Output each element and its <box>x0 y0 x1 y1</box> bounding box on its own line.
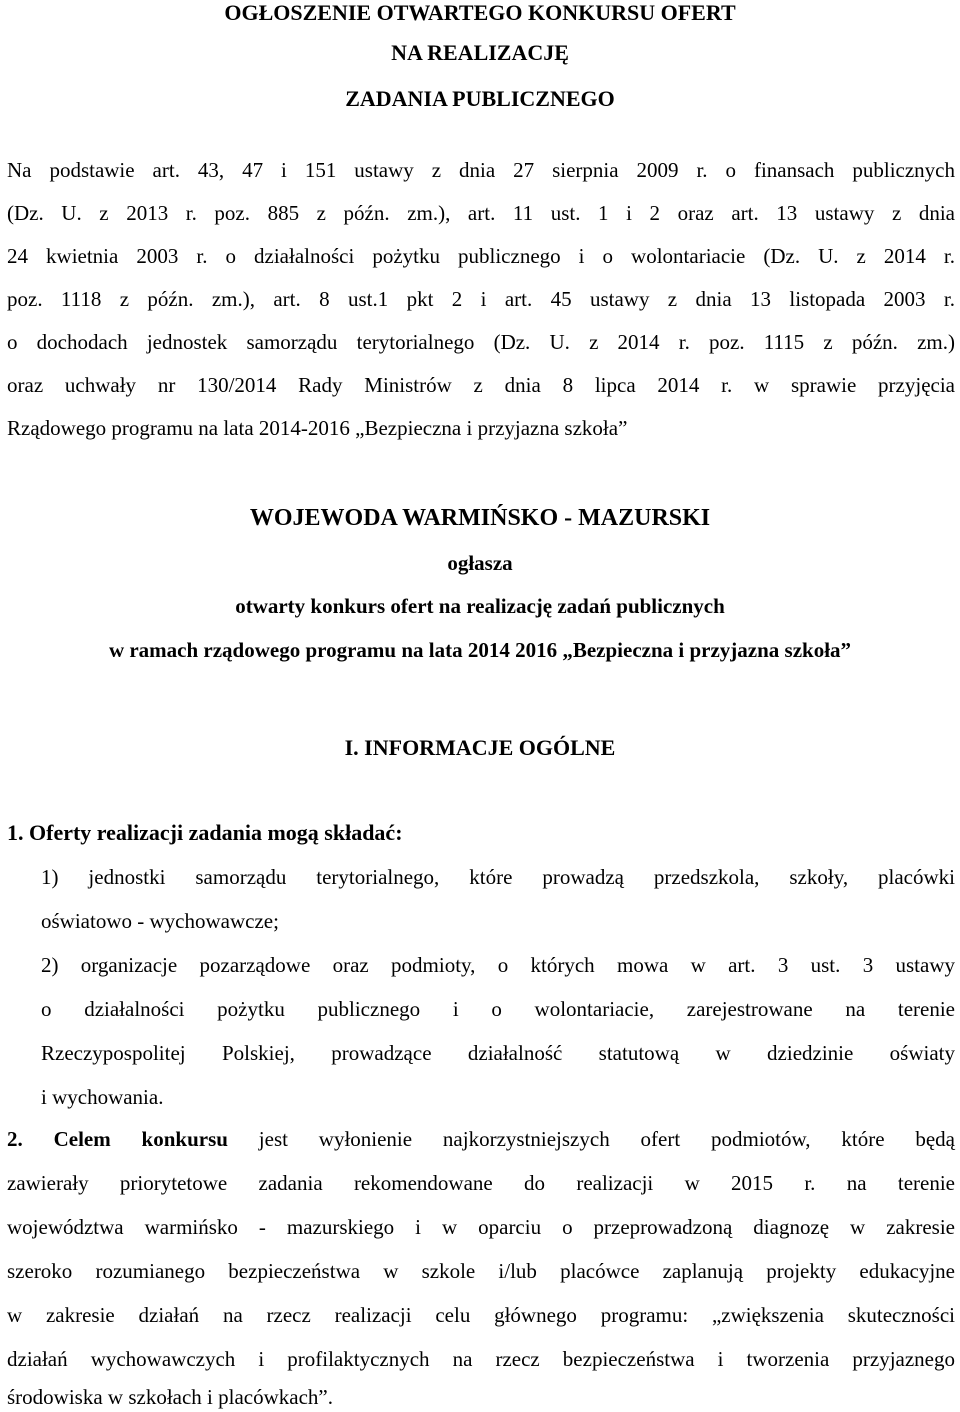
point2-label: Celem konkursu <box>53 1127 228 1151</box>
point2-line-2: zawierały priorytetowe zadania rekomendowane do realizacji w 2015 r. na terenie <box>7 1171 955 1195</box>
point1-item1-line-2: oświatowo - wychowawcze; <box>41 909 279 933</box>
subject-line-2: w ramach rządowego programu na lata 2014 2016 „Bezpieczna i przyjazna szkoła” <box>108 638 852 662</box>
point1-item1-line-1: 1) jednostki samorządu terytorialnego, które prowadzą przedszkola, szkoły, placówki <box>41 865 955 889</box>
point2-first-line-rest: jest wyłonienie najkorzystniejszych ofert podmiotów, które będą <box>227 1127 956 1151</box>
title-line-2: NA REALIZACJĘ <box>391 40 569 65</box>
legal-basis-line-7: Rządowego programu na lata 2014-2016 „Bezpieczna i przyjazna szkoła” <box>7 416 628 440</box>
announcer: WOJEWODA WARMIŃSKO - MAZURSKI <box>249 505 711 531</box>
point1-item2-line-2: o działalności pożytku publicznego i o wolontariacie, zarejestrowane na terenie <box>41 997 955 1021</box>
point1-item2-line-3: Rzeczypospolitej Polskiej, prowadzące działalność statutową w dziedzinie oświaty <box>41 1041 955 1065</box>
point1-item2-line-4: i wychowania. <box>41 1085 164 1109</box>
legal-basis-line-5: o dochodach jednostek samorządu terytorialnego (Dz. U. z 2014 r. poz. 1115 z późn. zm.) <box>7 330 955 354</box>
point2-number: 2. <box>7 1127 23 1151</box>
legal-basis-line-2: (Dz. U. z 2013 r. poz. 885 z późn. zm.), art. 11 ust. 1 i 2 oraz art. 13 ustawy z dnia <box>7 201 955 225</box>
section-heading: I. INFORMACJE OGÓLNE <box>344 735 616 760</box>
point2-line-1 <box>7 1126 955 1152</box>
legal-basis-line-4: poz. 1118 z późn. zm.), art. 8 ust.1 pkt 2 i art. 45 ustawy z dnia 13 listopada 2003 r. <box>7 287 955 311</box>
point1-heading: 1. Oferty realizacji zadania mogą składać: <box>7 820 403 845</box>
point2-line-6: działań wychowawczych i profilaktycznych na rzecz bezpieczeństwa i tworzenia przyjaznego <box>7 1347 955 1371</box>
point2-line-5: w zakresie działań na rzecz realizacji celu głównego programu: „zwiększenia skuteczności <box>7 1303 955 1327</box>
point2-line-7: środowiska w szkołach i placówkach”. <box>7 1385 333 1409</box>
legal-basis-line-3: 24 kwietnia 2003 r. o działalności pożytku publicznego i o wolontariacie (Dz. U. z 2014 r. <box>7 244 955 268</box>
point2-line-3: województwa warmińsko - mazurskiego i w oparciu o przeprowadzoną diagnozę w zakresie <box>7 1215 955 1239</box>
subject-line-1: otwarty konkurs ofert na realizację zadań publicznych <box>235 594 725 618</box>
title-line-3: ZADANIA PUBLICZNEGO <box>345 86 615 111</box>
legal-basis-line-6: oraz uchwały nr 130/2014 Rady Ministrów z dnia 8 lipca 2014 r. w sprawie przyjęcia <box>7 373 955 397</box>
legal-basis-line-1: Na podstawie art. 43, 47 i 151 ustawy z dnia 27 sierpnia 2009 r. o finansach publicznych <box>7 158 955 182</box>
title-line-1: OGŁOSZENIE OTWARTEGO KONKURSU OFERT <box>224 0 736 25</box>
point1-item2-line-1: 2) organizacje pozarządowe oraz podmioty, o których mowa w art. 3 ust. 3 ustawy <box>41 953 955 977</box>
point2-line-4: szeroko rozumianego bezpieczeństwa w szkole i/lub placówce zaplanują projekty edukacyjne <box>7 1259 955 1283</box>
announces: ogłasza <box>447 551 513 575</box>
